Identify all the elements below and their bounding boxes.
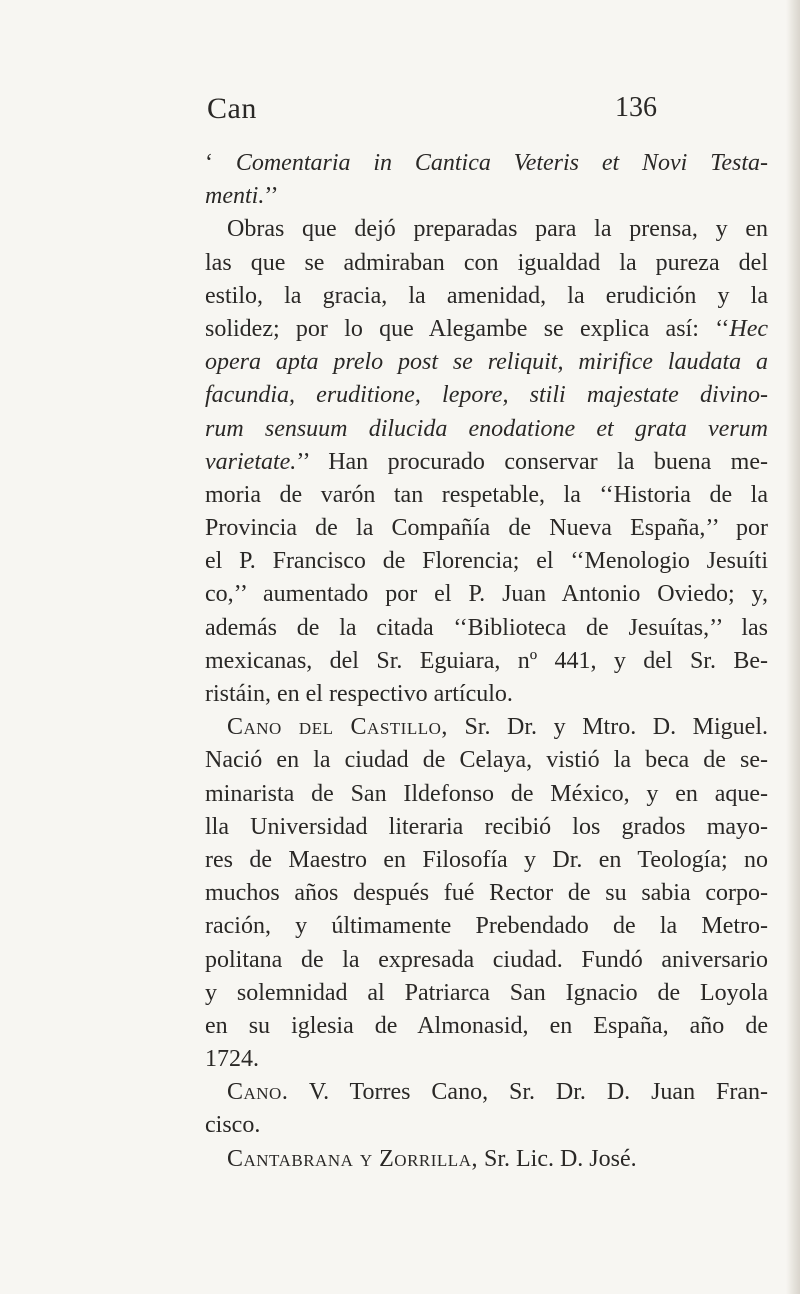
latin-quote-line: rum sensuum dilucida enodatione et grata verum xyxy=(205,415,768,442)
text-line: Provincia de la Compañía de Nueva España,’’ por xyxy=(205,515,768,542)
latin-title: Comentaria in Cantica Veteris et Novi Testa- xyxy=(235,150,768,176)
text-line: las que se admiraban con igualdad la pureza del xyxy=(205,249,768,276)
text-line: además de la citada ‘‘Biblioteca de Jesuítas,’’ las xyxy=(205,614,768,641)
text-line: cisco. xyxy=(205,1112,261,1139)
text-line: Nació en la ciudad de Celaya, vistió la beca de se- xyxy=(205,747,768,774)
text-line: Obras que dejó preparadas para la prensa, y en xyxy=(227,216,768,243)
text-line: minarista de San Ildefonso de México, y en aque- xyxy=(205,780,768,807)
text-line: y solemnidad al Patriarca San Ignacio de Loyola xyxy=(205,979,768,1006)
text-span: ’’ Han procurado conservar la buena me- xyxy=(296,448,768,475)
running-head xyxy=(207,92,657,142)
text-line: politana de la expresada ciudad. Fundó aniversario xyxy=(205,946,768,973)
latin-quote-end: varietate. xyxy=(205,448,297,475)
text-line: mexicanas, del Sr. Eguiara, nº 441, y del Sr. Be- xyxy=(205,647,768,674)
latin-quote: Hec xyxy=(729,315,768,342)
entry-heading-line xyxy=(205,1143,768,1176)
text-line: lla Universidad literaria recibió los grados mayo- xyxy=(205,813,768,840)
text-span: solidez; por lo que Alegambe se explica así: ‘‘ xyxy=(205,315,730,342)
latin-quote-line: facundia, eruditione, lepore, stili majestate divino- xyxy=(205,382,768,409)
text-line: en su iglesia de Almonasid, en España, año de xyxy=(205,1012,768,1039)
text-line: res de Maestro en Filosofía y Dr. en Teología; no xyxy=(205,846,768,873)
entry-title: Sr. Lic. D. José. xyxy=(477,1145,637,1172)
text-line: el P. Francisco de Florencia; el ‘‘Menologio Jesuíti xyxy=(205,548,768,575)
text-line xyxy=(205,446,768,479)
text-line: 1724. xyxy=(205,1046,259,1073)
text-line: estilo, la gracia, la amenidad, la erudición y la xyxy=(205,282,768,309)
body-text xyxy=(205,147,768,1176)
text-line: ristáin, en el respectivo artículo. xyxy=(205,681,513,707)
entry-name: Cantabrana y Zorrilla, xyxy=(227,1145,478,1172)
entry-heading-line xyxy=(205,1076,768,1109)
entry-name: Cano. xyxy=(227,1079,289,1106)
text-line: ‘ Comentaria in Cantica Veteris et Novi Testa- xyxy=(205,150,768,176)
running-head-word: Can xyxy=(207,92,257,125)
page-edge-shadow xyxy=(786,0,800,1294)
latin-title-end: menti. xyxy=(205,183,265,210)
text-line: co,’’ aumentado por el P. Juan Antonio Oviedo; y, xyxy=(205,581,768,608)
latin-quote-line: opera apta prelo post se reliquit, mirifice laudata a xyxy=(205,349,768,376)
entry-name: Cano del Castillo, xyxy=(227,714,448,741)
text-line: muchos años después fué Rector de su sabia corpo- xyxy=(205,880,768,907)
text-line: ración, y últimamente Prebendado de la Metro- xyxy=(205,913,768,940)
page-number: 136 xyxy=(615,92,657,123)
entry-heading-line xyxy=(205,711,768,744)
entry-cross-reference: V. Torres Cano, Sr. Dr. D. Juan Fran- xyxy=(288,1079,768,1106)
text-line: menti.’’ xyxy=(205,183,279,210)
text-line: moria de varón tan respetable, la ‘‘Historia de la xyxy=(205,481,768,508)
entry-title: Sr. Dr. y Mtro. D. Miguel. xyxy=(447,714,768,741)
text-line xyxy=(205,313,768,346)
